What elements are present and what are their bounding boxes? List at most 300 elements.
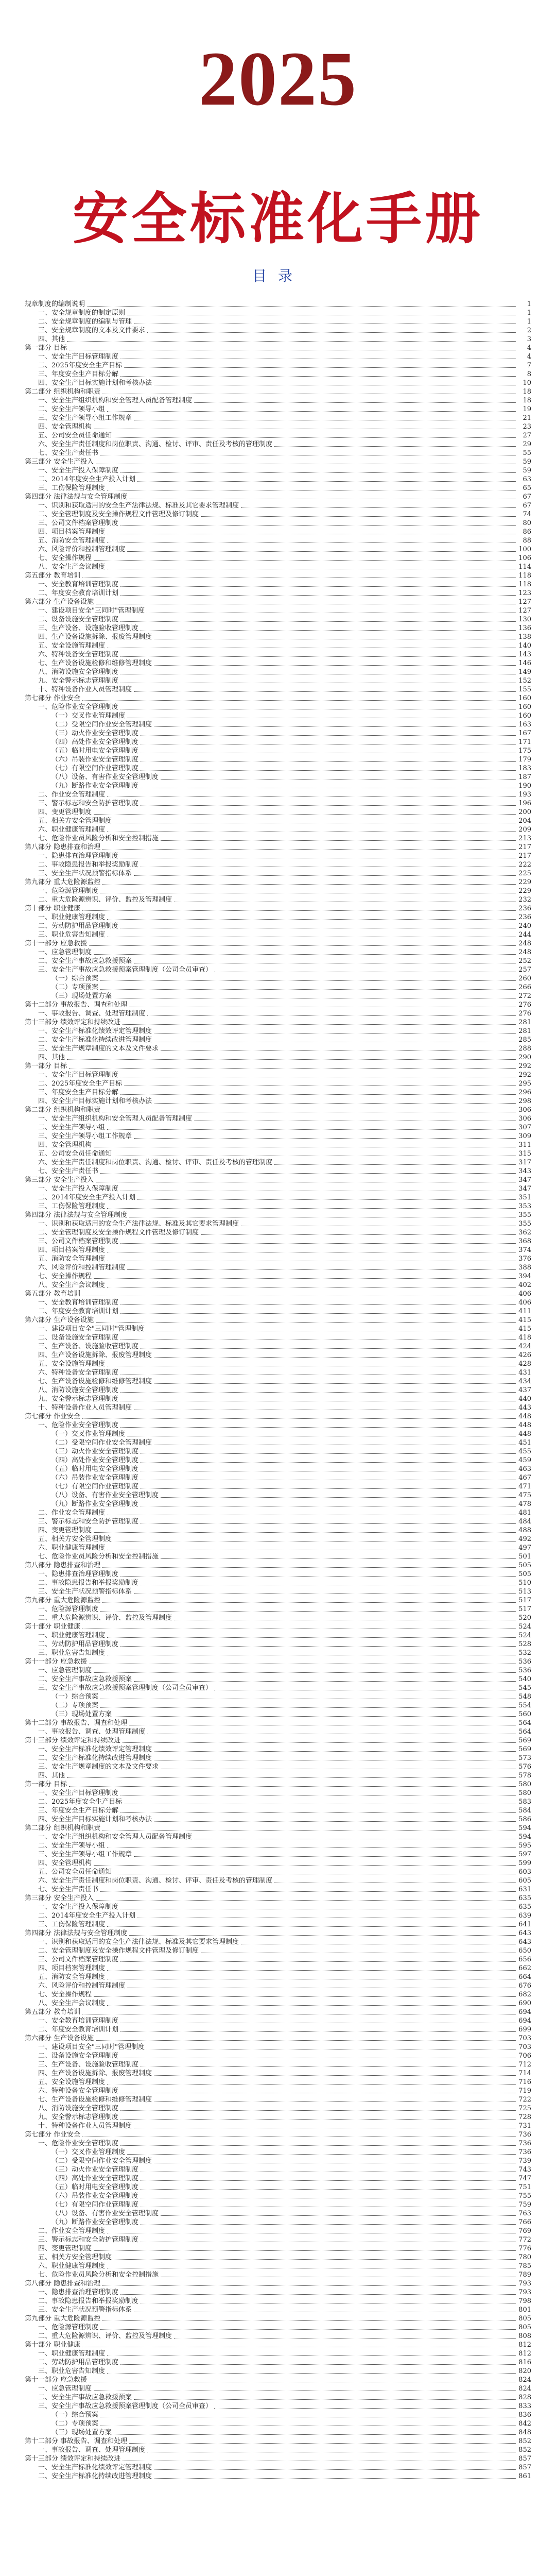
toc-entry[interactable] [25,1088,531,1097]
toc-entry[interactable] [25,1202,531,1211]
toc-entry[interactable] [25,2454,531,2463]
toc-entry[interactable] [25,1911,531,1920]
toc-entry[interactable] [25,2314,531,2323]
toc-leader-dots [134,2127,516,2128]
toc-entry[interactable] [25,2104,531,2113]
toc-entry[interactable] [25,2262,531,2270]
toc-entry[interactable] [25,1684,531,1692]
toc-page-number: 240 [518,922,531,930]
toc-entry[interactable] [25,1377,531,1386]
toc-entry[interactable] [25,834,531,843]
toc-entry[interactable] [25,361,531,370]
toc-entry[interactable] [25,843,531,852]
toc-entry[interactable] [25,913,531,922]
toc-leader-dots [114,437,516,438]
toc-entry[interactable] [25,799,531,808]
toc-entry-title: 二、2025年度安全生产目标 [38,1080,123,1088]
toc-entry[interactable] [25,1780,531,1789]
toc-entry[interactable] [25,1561,531,1570]
toc-entry[interactable] [25,1666,531,1675]
toc-entry[interactable] [25,1001,531,1009]
toc-entry[interactable] [25,466,531,475]
toc-entry[interactable] [25,1631,531,1640]
toc-entry[interactable] [25,1509,531,1517]
toc-entry[interactable] [25,326,531,335]
toc-entry[interactable] [25,2087,531,2095]
toc-leader-dots [154,2469,516,2470]
toc-entry-title: （六）吊装作业安全管理制度 [51,1474,139,1482]
toc-entry[interactable] [25,519,531,528]
toc-entry[interactable] [25,2402,531,2411]
toc-entry[interactable] [25,1614,531,1622]
toc-entry[interactable] [25,2025,531,2034]
toc-entry[interactable] [25,1833,531,1841]
toc-entry[interactable] [25,2332,531,2341]
toc-entry[interactable] [25,1859,531,1868]
toc-page-number: 376 [518,1255,531,1263]
toc-entry[interactable] [25,2139,531,2148]
toc-page-number: 2 [527,327,531,334]
toc-entry[interactable] [25,571,531,580]
toc-entry[interactable] [25,1789,531,1798]
toc-entry[interactable] [25,1762,531,1771]
toc-entry[interactable] [25,431,531,440]
toc-entry[interactable] [25,563,531,571]
toc-page-number: 475 [518,1492,531,1499]
toc-entry[interactable] [25,2384,531,2393]
toc-entry[interactable] [25,887,531,895]
toc-entry[interactable] [25,711,531,720]
toc-page-number: 213 [518,835,531,842]
toc-entry[interactable] [25,1605,531,1614]
toc-entry[interactable] [25,1990,531,1999]
toc-entry[interactable] [25,2218,531,2227]
toc-entry[interactable] [25,405,531,414]
toc-entry[interactable] [25,676,531,685]
toc-entry[interactable] [25,387,531,396]
toc-page-number: 160 [518,694,531,702]
toc-leader-dots [141,866,516,867]
toc-entry[interactable] [25,860,531,869]
toc-entry[interactable] [25,668,531,676]
toc-entry[interactable] [25,1228,531,1237]
toc-leader-dots [194,402,516,403]
toc-entry[interactable] [25,545,531,554]
toc-entry[interactable] [25,2157,531,2165]
toc-leader-dots [141,1470,516,1471]
toc-entry[interactable] [25,852,531,860]
toc-entry[interactable] [25,782,531,790]
toc-page-number: 443 [518,1404,531,1412]
toc-page-number: 426 [518,1351,531,1359]
toc-entry[interactable] [25,1281,531,1290]
toc-entry[interactable] [25,1482,531,1491]
toc-entry[interactable] [25,1149,531,1158]
toc-leader-dots [120,857,516,858]
toc-entry[interactable] [25,2393,531,2402]
toc-entry[interactable] [25,1824,531,1833]
toc-entry[interactable] [25,764,531,773]
toc-entry[interactable] [25,1736,531,1745]
toc-entry[interactable] [25,729,531,738]
toc-leader-dots [154,1759,516,1760]
toc-entry[interactable] [25,1184,531,1193]
toc-entry[interactable] [25,2008,531,2016]
toc-entry[interactable] [25,1316,531,1325]
toc-entry[interactable] [25,449,531,457]
toc-entry[interactable] [25,1097,531,1106]
toc-entry[interactable] [25,2165,531,2174]
toc-entry[interactable] [25,1754,531,1762]
toc-entry[interactable] [25,2244,531,2253]
toc-entry[interactable] [25,2463,531,2472]
toc-page-number: 736 [518,2140,531,2147]
toc-entry[interactable] [25,2235,531,2244]
toc-entry[interactable] [25,1526,531,1535]
toc-entry[interactable] [25,2174,531,2183]
toc-entry[interactable] [25,1491,531,1500]
toc-entry[interactable] [25,606,531,615]
toc-entry[interactable] [25,633,531,641]
toc-entry-title: 第四部分 法律法规与安全管理制度 [25,1211,128,1219]
toc-entry[interactable] [25,825,531,834]
toc-entry-title: 第七部分 作业安全 [25,694,81,702]
toc-entry[interactable] [25,2052,531,2060]
toc-entry[interactable] [25,2095,531,2104]
toc-entry[interactable] [25,1106,531,1114]
toc-entry[interactable] [25,965,531,974]
toc-entry[interactable] [25,1798,531,1806]
toc-entry[interactable] [25,317,531,326]
toc-entry[interactable] [25,1263,531,1272]
toc-entry[interactable] [25,703,531,711]
toc-page-number: 146 [518,659,531,667]
toc-entry[interactable] [25,808,531,817]
toc-entry[interactable] [25,2227,531,2235]
toc-entry[interactable] [25,1421,531,1430]
toc-entry[interactable] [25,1307,531,1316]
toc-entry[interactable] [25,1657,531,1666]
toc-entry[interactable] [25,1894,531,1903]
toc-leader-dots [120,586,516,587]
toc-entry[interactable] [25,1999,531,2008]
toc-leader-dots [147,1330,516,1331]
toc-entry[interactable] [25,2043,531,2052]
toc-entry[interactable] [25,1955,531,1964]
manual-title: 安全标准化手册 [72,187,483,251]
toc-entry[interactable] [25,1009,531,1018]
toc-page-number: 805 [518,2315,531,2323]
toc-entry[interactable] [25,1692,531,1701]
toc-entry[interactable] [25,1167,531,1176]
toc-entry[interactable] [25,1640,531,1649]
toc-entry[interactable] [25,2341,531,2349]
toc-page-number: 4 [527,353,531,361]
toc-entry[interactable] [25,1701,531,1710]
toc-leader-dots [129,1216,516,1217]
toc-page-number: 88 [523,537,531,545]
toc-entry[interactable] [25,475,531,484]
toc-page-number: 415 [518,1325,531,1333]
toc-entry[interactable] [25,2183,531,2192]
toc-entry[interactable] [25,589,531,598]
toc-entry[interactable] [25,1438,531,1447]
toc-entry[interactable] [25,983,531,992]
toc-entry[interactable] [25,1079,531,1088]
toc-entry[interactable] [25,2078,531,2087]
toc-entry[interactable] [25,1211,531,1219]
toc-entry[interactable] [25,1360,531,1368]
toc-entry[interactable] [25,335,531,344]
toc-entry[interactable] [25,1500,531,1509]
toc-entry[interactable] [25,2192,531,2200]
toc-entry[interactable] [25,300,531,309]
toc-entry[interactable] [25,1675,531,1684]
toc-entry[interactable] [25,1727,531,1736]
toc-entry[interactable] [25,1649,531,1657]
toc-entry[interactable] [25,939,531,948]
toc-entry[interactable] [25,352,531,361]
toc-entry[interactable] [25,1517,531,1526]
toc-entry[interactable] [25,1325,531,1333]
toc-entry[interactable] [25,1745,531,1754]
toc-entry[interactable] [25,957,531,965]
toc-entry[interactable] [25,747,531,755]
toc-entry[interactable] [25,554,531,563]
toc-entry[interactable] [25,2130,531,2139]
toc-entry[interactable] [25,1850,531,1859]
toc-entry[interactable] [25,528,531,536]
toc-entry[interactable] [25,501,531,510]
toc-entry[interactable] [25,2279,531,2288]
toc-entry[interactable] [25,615,531,624]
toc-entry[interactable] [25,1579,531,1587]
toc-entry[interactable] [25,1587,531,1596]
toc-entry[interactable] [25,1946,531,1955]
toc-leader-dots [154,1357,516,1358]
toc-entry[interactable] [25,1255,531,1263]
toc-entry[interactable] [25,1719,531,1727]
toc-entry[interactable] [25,2034,531,2043]
toc-page-number: 179 [518,756,531,764]
toc-entry[interactable] [25,536,531,545]
toc-entry[interactable] [25,790,531,799]
toc-entry[interactable] [25,1973,531,1981]
toc-leader-dots [107,1365,516,1366]
toc-entry[interactable] [25,1044,531,1053]
toc-entry[interactable] [25,1473,531,1482]
toc-entry[interactable] [25,457,531,466]
toc-entry[interactable] [25,817,531,825]
toc-entry[interactable] [25,2069,531,2078]
toc-entry[interactable] [25,2437,531,2446]
toc-entry[interactable] [25,1132,531,1141]
toc-entry[interactable] [25,773,531,782]
toc-entry[interactable] [25,1412,531,1421]
toc-entry[interactable] [25,1053,531,1062]
toc-entry[interactable] [25,1158,531,1167]
toc-entry[interactable] [25,1403,531,1412]
toc-entry[interactable] [25,641,531,650]
toc-entry[interactable] [25,2060,531,2069]
toc-entry[interactable] [25,309,531,317]
toc-page-number: 824 [518,2385,531,2393]
toc-entry[interactable] [25,344,531,352]
toc-leader-dots [67,1059,516,1060]
toc-entry[interactable] [25,992,531,1001]
toc-entry[interactable] [25,2428,531,2437]
toc-leader-dots [107,2372,516,2374]
toc-entry[interactable] [25,1771,531,1780]
toc-page-number: 650 [518,1947,531,1955]
toc-entry[interactable] [25,1368,531,1377]
toc-entry[interactable] [25,1298,531,1307]
toc-entry[interactable] [25,1981,531,1990]
toc-leader-dots [124,367,516,368]
toc-entry[interactable] [25,598,531,606]
toc-leader-dots [141,2224,516,2225]
toc-entry[interactable] [25,650,531,659]
toc-leader-dots [141,2066,516,2067]
toc-entry[interactable] [25,895,531,904]
toc-entry[interactable] [25,510,531,519]
toc-entry[interactable] [25,1176,531,1184]
toc-entry[interactable] [25,1885,531,1894]
toc-entry[interactable] [25,1552,531,1561]
toc-page-number: 712 [518,2061,531,2069]
toc-entry[interactable] [25,1027,531,1036]
toc-entry[interactable] [25,930,531,939]
toc-entry[interactable] [25,659,531,668]
toc-page-number: 694 [518,2017,531,2025]
toc-entry-title: 三、职业危害告知制度 [38,931,106,939]
toc-leader-dots [107,1251,516,1252]
toc-entry[interactable] [25,624,531,633]
toc-entry[interactable] [25,1036,531,1044]
toc-entry[interactable] [25,1071,531,1079]
toc-entry[interactable] [25,440,531,449]
toc-leader-dots [274,446,516,447]
toc-entry[interactable] [25,396,531,405]
toc-entry[interactable] [25,1237,531,1246]
toc-entry[interactable] [25,1903,531,1911]
toc-entry[interactable] [25,1876,531,1885]
toc-entry[interactable] [25,720,531,729]
toc-entry[interactable] [25,1544,531,1552]
toc-entry[interactable] [25,1351,531,1360]
toc-entry[interactable] [25,1333,531,1342]
toc-leader-dots [120,472,516,473]
toc-entry[interactable] [25,1806,531,1815]
toc-entry[interactable] [25,1710,531,1719]
toc-entry[interactable] [25,2419,531,2428]
toc-entry[interactable] [25,1868,531,1876]
toc-page-number: 820 [518,2367,531,2375]
toc-entry[interactable] [25,1018,531,1027]
toc-entry[interactable] [25,869,531,878]
toc-entry[interactable] [25,1114,531,1123]
toc-entry[interactable] [25,370,531,379]
toc-entry[interactable] [25,1395,531,1403]
toc-page-number: 1 [527,300,531,308]
toc-entry[interactable] [25,922,531,930]
toc-entry[interactable] [25,2122,531,2130]
toc-entry[interactable] [25,1272,531,1281]
toc-entry[interactable] [25,2323,531,2332]
toc-entry[interactable] [25,878,531,887]
toc-entry[interactable] [25,1465,531,1473]
toc-entry[interactable] [25,904,531,913]
toc-entry[interactable] [25,1938,531,1946]
toc-entry[interactable] [25,2376,531,2384]
toc-entry[interactable] [25,1141,531,1149]
toc-entry[interactable] [25,685,531,694]
toc-entry[interactable] [25,414,531,422]
toc-entry[interactable] [25,1062,531,1071]
toc-entry[interactable] [25,2288,531,2297]
toc-entry[interactable] [25,2113,531,2122]
toc-entry[interactable] [25,738,531,747]
toc-entry[interactable] [25,1929,531,1938]
toc-entry[interactable] [25,1342,531,1351]
toc-entry[interactable] [25,580,531,589]
toc-entry[interactable] [25,1447,531,1456]
toc-entry[interactable] [25,1622,531,1631]
toc-entry[interactable] [25,694,531,703]
toc-entry[interactable] [25,1430,531,1438]
toc-entry[interactable] [25,1815,531,1824]
toc-entry[interactable] [25,2306,531,2314]
toc-entry[interactable] [25,1596,531,1605]
toc-entry[interactable] [25,1964,531,1973]
toc-entry[interactable] [25,1535,531,1544]
toc-entry[interactable] [25,1290,531,1298]
toc-entry[interactable] [25,2148,531,2157]
toc-entry[interactable] [25,2367,531,2376]
toc-entry[interactable] [25,1123,531,1132]
toc-entry[interactable] [25,948,531,957]
toc-entry[interactable] [25,1570,531,1579]
toc-entry[interactable] [25,2349,531,2358]
toc-entry[interactable] [25,1386,531,1395]
toc-entry[interactable] [25,2270,531,2279]
toc-entry[interactable] [25,2200,531,2209]
toc-entry[interactable] [25,2472,531,2481]
toc-entry[interactable] [25,2297,531,2306]
toc-entry[interactable] [25,2253,531,2262]
toc-entry[interactable] [25,493,531,501]
toc-entry[interactable] [25,2209,531,2218]
toc-entry[interactable] [25,1219,531,1228]
toc-entry[interactable] [25,484,531,493]
toc-entry[interactable] [25,1456,531,1465]
toc-entry[interactable] [25,1841,531,1850]
toc-entry[interactable] [25,2358,531,2367]
toc-entry[interactable] [25,1193,531,1202]
toc-entry-title: 四、变更管理制度 [38,808,92,816]
toc-entry[interactable] [25,422,531,431]
toc-entry[interactable] [25,755,531,764]
toc-entry[interactable] [25,1920,531,1929]
toc-page-number: 136 [518,624,531,632]
toc-entry[interactable] [25,2016,531,2025]
toc-entry[interactable] [25,974,531,983]
toc-page-number: 402 [518,1281,531,1289]
toc-entry[interactable] [25,1246,531,1255]
toc-entry[interactable] [25,379,531,387]
toc-entry[interactable] [25,2411,531,2419]
toc-entry[interactable] [25,2446,531,2454]
